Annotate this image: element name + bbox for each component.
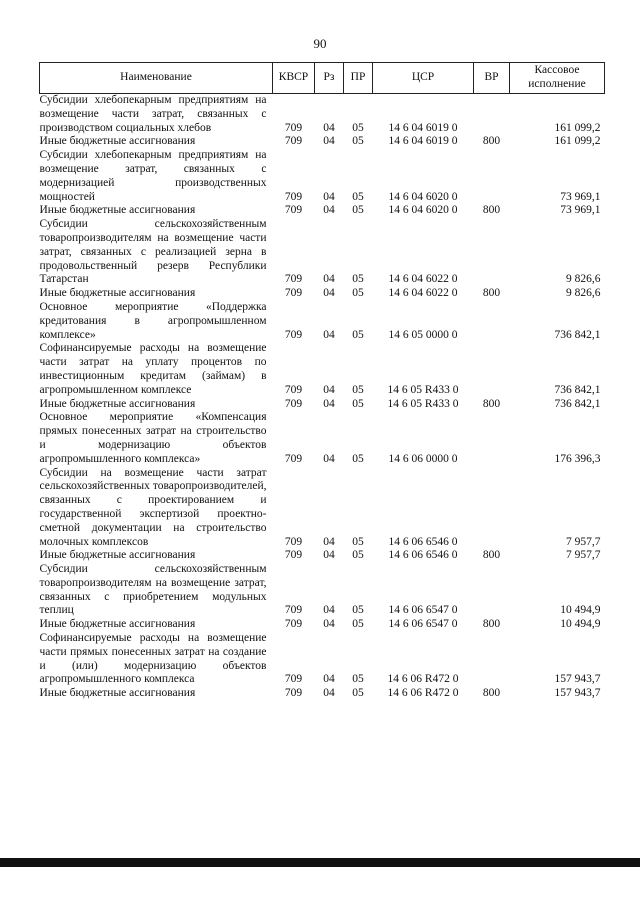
cell-rz: 04 [323,383,335,396]
cell-csr: 14 6 04 6020 0 [388,190,458,203]
cell-vr: 800 [482,204,501,217]
header-pr: ПР [344,63,373,94]
cell-sum: 736 842,1 [554,397,601,410]
cell-name: Иные бюджетные ассигнования [39,687,196,700]
cell-kvsr: 709 [284,535,303,548]
cell-vr [474,411,510,466]
cell-pr: 05 [352,535,364,548]
cell-kvsr: 709 [284,121,303,134]
table-header [40,63,605,94]
cell-kvsr: 709 [284,204,303,217]
cell-kvsr: 709 [284,618,303,631]
cell-sum: 10 494,9 [560,604,601,617]
cell-rz: 04 [323,273,335,286]
cell-kvsr: 709 [284,687,303,700]
table-row [40,218,605,287]
cell-vr: 800 [482,549,501,562]
cell-sum: 157 943,7 [554,687,601,700]
cell-pr: 05 [352,687,364,700]
cell-pr: 05 [352,549,364,562]
cell-pr: 05 [352,287,364,300]
cell-rz: 04 [323,452,335,465]
cell-csr: 14 6 05 0000 0 [388,328,458,341]
table-row [40,467,605,550]
cell-sum: 736 842,1 [554,383,601,396]
table-row [40,149,605,204]
cell-name: Софинансируемые расходы на возмещение части прямых понесенных затрат на создание и (или) модернизацию объектов агропромышленного комплекса [39,632,267,686]
cell-rz: 04 [323,328,335,341]
cell-pr: 05 [352,618,364,631]
cell-kvsr: 709 [284,452,303,465]
cell-pr: 05 [352,190,364,203]
cell-name: Основное мероприятие «Компенсация прямых понесенных затрат на строительство и модернизацию объектов агропромышленного комплекса» [39,411,267,465]
cell-sum: 9 826,6 [566,287,601,300]
cell-vr [474,301,510,342]
cell-csr: 14 6 04 6019 0 [388,121,458,134]
cell-rz: 04 [323,190,335,203]
cell-csr: 14 6 06 6547 0 [388,604,458,617]
cell-sum: 736 842,1 [554,328,601,341]
cell-kvsr: 709 [284,397,303,410]
cell-vr [474,563,510,618]
table-row [40,287,605,301]
cell-name: Иные бюджетные ассигнования [39,287,196,300]
cell-vr [474,94,510,136]
cell-name: Субсидии хлебопекарным предприятиям на возмещение части затрат, связанных с производством социальных хлебов [39,94,267,134]
cell-csr: 14 6 04 6019 0 [388,135,458,148]
table-row [40,342,605,397]
cell-vr [474,342,510,397]
cell-pr: 05 [352,135,364,148]
cell-rz: 04 [323,397,335,410]
cell-vr [474,218,510,287]
header-sum: Кассовое исполнение [510,63,605,94]
table-row [40,563,605,618]
cell-sum: 7 957,7 [566,535,601,548]
cell-pr: 05 [352,204,364,217]
cell-kvsr: 709 [284,135,303,148]
cell-rz: 04 [323,673,335,686]
cell-vr: 800 [482,687,501,700]
cell-pr: 05 [352,121,364,134]
cell-sum: 73 969,1 [560,190,601,203]
cell-vr: 800 [482,287,501,300]
cell-kvsr: 709 [284,287,303,300]
cell-csr: 14 6 06 R472 0 [387,687,459,700]
cell-csr: 14 6 06 0000 0 [388,452,458,465]
cell-pr: 05 [352,604,364,617]
cell-name: Субсидии хлебопекарным предприятиям на возмещение затрат, связанных с модернизацией производственных мощностей [39,149,267,203]
cell-name: Субсидии сельскохозяйственным товаропроизводителям на возмещение затрат, связанных с приобретением модульных теплиц [39,563,267,617]
cell-csr: 14 6 06 6546 0 [388,549,458,562]
table-row [40,618,605,632]
cell-csr: 14 6 05 R433 0 [387,383,459,396]
cell-name: Иные бюджетные ассигнования [39,204,196,217]
cell-sum: 10 494,9 [560,618,601,631]
table-row [40,301,605,342]
cell-csr: 14 6 04 6022 0 [388,287,458,300]
cell-sum: 161 099,2 [554,135,601,148]
table-row [40,398,605,412]
cell-name: Основное мероприятие «Поддержка кредитования в агропромышленном комплексе» [39,300,267,341]
cell-csr: 14 6 04 6022 0 [388,273,458,286]
cell-pr: 05 [352,328,364,341]
cell-csr: 14 6 06 6547 0 [388,618,458,631]
cell-name: Субсидии сельскохозяйственным товаропроизводителям на возмещение части затрат, связанных с реализацией зерна в продовольственный резерв Республики Татарстан [39,218,267,286]
cell-rz: 04 [323,121,335,134]
footer-bar [0,858,640,867]
cell-sum: 9 826,6 [566,273,601,286]
cell-vr: 800 [482,397,501,410]
cell-csr: 14 6 06 R472 0 [387,673,459,686]
page-number: 90 [313,36,327,51]
budget-execution-table [39,62,605,701]
cell-rz: 04 [323,287,335,300]
table-row [40,94,605,136]
cell-vr: 800 [482,135,501,148]
table-row [40,549,605,563]
cell-sum: 176 396,3 [554,452,601,465]
cell-pr: 05 [352,397,364,410]
cell-kvsr: 709 [284,273,303,286]
table-row [40,135,605,149]
header-csr: ЦСР [373,63,474,94]
table-row [40,411,605,466]
cell-csr: 14 6 06 6546 0 [388,535,458,548]
cell-pr: 05 [352,452,364,465]
cell-name: Иные бюджетные ассигнования [39,549,196,562]
cell-pr: 05 [352,273,364,286]
table-body [40,94,605,702]
cell-rz: 04 [323,687,335,700]
cell-rz: 04 [323,604,335,617]
cell-rz: 04 [323,549,335,562]
cell-csr: 14 6 04 6020 0 [388,204,458,217]
cell-pr: 05 [352,673,364,686]
cell-rz: 04 [323,135,335,148]
header-vr: ВР [474,63,510,94]
cell-vr [474,149,510,204]
cell-kvsr: 709 [284,604,303,617]
cell-sum: 157 943,7 [554,673,601,686]
cell-vr [474,467,510,550]
cell-sum: 73 969,1 [560,204,601,217]
cell-name: Субсидии на возмещение части затрат сельскохозяйственных товаропроизводителей, связанных с проектированием и государственной экспертизой проектно-сметной документации на строительство молочных комплексов [39,466,267,548]
cell-kvsr: 709 [284,190,303,203]
cell-rz: 04 [323,618,335,631]
cell-csr: 14 6 05 R433 0 [387,397,459,410]
cell-pr: 05 [352,383,364,396]
cell-name: Софинансируемые расходы на возмещение части затрат на уплату процентов по инвестиционным кредитам (займам) в агропромышленном комплексе [39,342,267,396]
cell-vr [474,632,510,687]
table-row [40,687,605,701]
table-row [40,204,605,218]
table-row [40,632,605,687]
cell-kvsr: 709 [284,383,303,396]
header-row [40,63,605,94]
header-name: Наименование [40,63,273,94]
cell-kvsr: 709 [284,328,303,341]
cell-kvsr: 709 [284,549,303,562]
cell-vr: 800 [482,618,501,631]
cell-name: Иные бюджетные ассигнования [39,135,196,148]
cell-name: Иные бюджетные ассигнования [39,397,196,410]
cell-rz: 04 [323,204,335,217]
cell-rz: 04 [323,535,335,548]
header-rz: Рз [315,63,344,94]
header-kvsr: КВСР [273,63,315,94]
cell-kvsr: 709 [284,673,303,686]
cell-sum: 161 099,2 [554,121,601,134]
cell-name: Иные бюджетные ассигнования [39,618,196,631]
cell-sum: 7 957,7 [566,549,601,562]
